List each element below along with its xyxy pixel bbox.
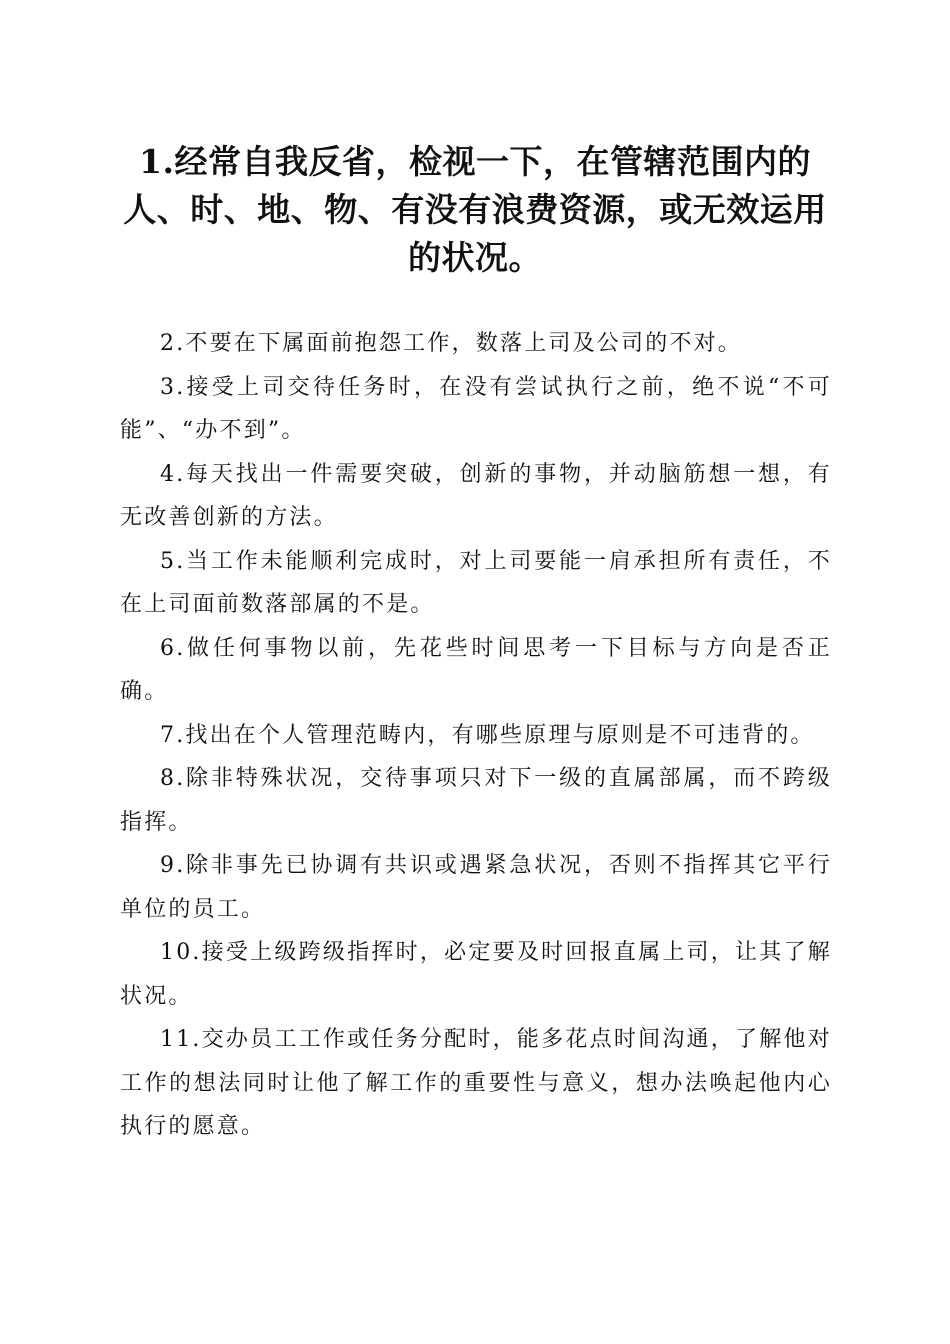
paragraph-2: 2.不要在下属面前抱怨工作，数落上司及公司的不对。 xyxy=(160,331,742,356)
paragraph-9: 9.除非事先已协调有共识或遇紧急状况，否则不指挥其它平行单位的员工。 xyxy=(120,853,832,922)
paragraph-8: 8.除非特殊状况，交待事项只对下一级的直属部属，而不跨级指挥。 xyxy=(120,766,832,835)
document-body xyxy=(120,322,832,1149)
paragraph-3: 3.接受上司交待任务时，在没有尝试执行之前，绝不说“不可能”、“办不到”。 xyxy=(120,374,832,443)
paragraph-4: 4.每天找出一件需要突破，创新的事物，并动脑筋想一想，有无改善创新的方法。 xyxy=(120,461,832,530)
paragraph-10: 10.接受上级跨级指挥时，必定要及时回报直属上司，让其了解状况。 xyxy=(120,940,832,1009)
paragraph-6: 6.做任何事物以前，先花些时间思考一下目标与方向是否正确。 xyxy=(120,635,832,704)
paragraph-5: 5.当工作未能顺利完成时，对上司要能一肩承担所有责任，不在上司面前数落部属的不是。 xyxy=(120,548,832,617)
paragraph-11: 11.交办员工工作或任务分配时，能多花点时间沟通，了解他对工作的想法同时让他了解工作的重要性与意义，想办法唤起他内心执行的愿意。 xyxy=(120,1027,832,1139)
document-title: 1.经常自我反省，检视一下，在管辖范围内的人、时、地、物、有没有浪费资源，或无效运用的状况。 xyxy=(123,142,827,277)
paragraph-7: 7.找出在个人管理范畴内，有哪些原理与原则是不可违背的。 xyxy=(160,722,815,748)
